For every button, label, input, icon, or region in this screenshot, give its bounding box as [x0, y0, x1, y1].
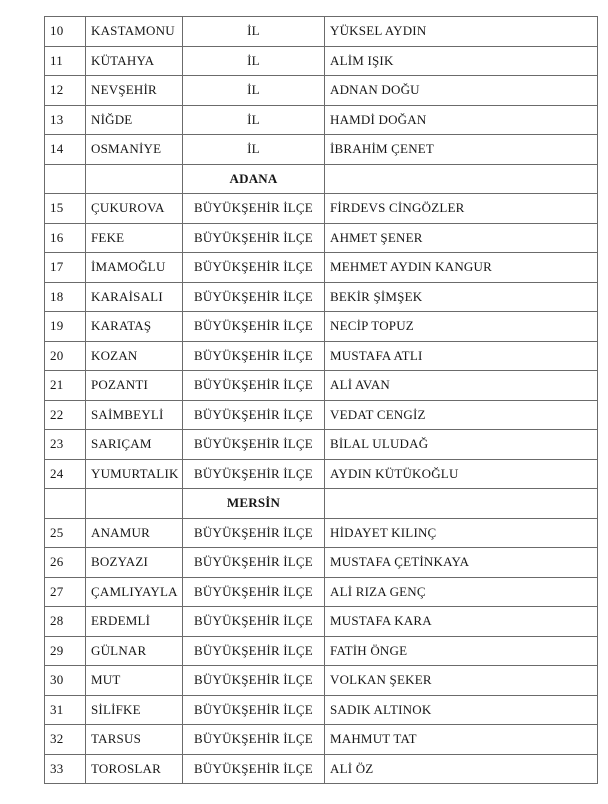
cell-row-number: 23 [45, 430, 86, 460]
cell-person-name: MUSTAFA KARA [325, 607, 598, 637]
cell-row-number: 26 [45, 548, 86, 578]
cell-row-number: 20 [45, 341, 86, 371]
cell-type: BÜYÜKŞEHİR İLÇE [183, 194, 325, 224]
empty-cell [325, 164, 598, 194]
cell-place: BOZYAZI [86, 548, 183, 578]
cell-type: İL [183, 46, 325, 76]
cell-row-number: 12 [45, 76, 86, 106]
cell-type: BÜYÜKŞEHİR İLÇE [183, 518, 325, 548]
table-row [45, 105, 598, 135]
cell-place: YUMURTALIK [86, 459, 183, 489]
cell-person-name: FATİH ÖNGE [325, 636, 598, 666]
cell-person-name: MEHMET AYDIN KANGUR [325, 253, 598, 283]
cell-place: ÇUKUROVA [86, 194, 183, 224]
table-row [45, 695, 598, 725]
cell-place: KASTAMONU [86, 17, 183, 47]
table-row [45, 666, 598, 696]
cell-person-name: ALİ RIZA GENÇ [325, 577, 598, 607]
table-row [45, 518, 598, 548]
cell-place: KARATAŞ [86, 312, 183, 342]
cell-row-number: 25 [45, 518, 86, 548]
table-row [45, 459, 598, 489]
table-row [45, 17, 598, 47]
cell-type: BÜYÜKŞEHİR İLÇE [183, 341, 325, 371]
table-row [45, 577, 598, 607]
cell-place: NİĞDE [86, 105, 183, 135]
cell-row-number: 14 [45, 135, 86, 165]
cell-row-number: 10 [45, 17, 86, 47]
table-row [45, 636, 598, 666]
cell-person-name: SADIK ALTINOK [325, 695, 598, 725]
cell-place: ÇAMLIYAYLA [86, 577, 183, 607]
cell-place: SİLİFKE [86, 695, 183, 725]
cell-type: BÜYÜKŞEHİR İLÇE [183, 371, 325, 401]
cell-row-number: 22 [45, 400, 86, 430]
cell-type: BÜYÜKŞEHİR İLÇE [183, 548, 325, 578]
cell-row-number: 28 [45, 607, 86, 637]
table-row [45, 371, 598, 401]
cell-person-name: MAHMUT TAT [325, 725, 598, 755]
table-row [45, 223, 598, 253]
cell-row-number: 13 [45, 105, 86, 135]
table-row [45, 253, 598, 283]
cell-person-name: FİRDEVS CİNGÖZLER [325, 194, 598, 224]
cell-person-name: AHMET ŞENER [325, 223, 598, 253]
cell-person-name: HAMDİ DOĞAN [325, 105, 598, 135]
cell-place: SAİMBEYLİ [86, 400, 183, 430]
cell-type: BÜYÜKŞEHİR İLÇE [183, 400, 325, 430]
table-row [45, 341, 598, 371]
section-row [45, 489, 598, 519]
cell-person-name: VOLKAN ŞEKER [325, 666, 598, 696]
cell-person-name: MUSTAFA ÇETİNKAYA [325, 548, 598, 578]
table-row [45, 754, 598, 784]
table-row [45, 400, 598, 430]
table-row [45, 282, 598, 312]
cell-type: BÜYÜKŞEHİR İLÇE [183, 607, 325, 637]
cell-row-number: 18 [45, 282, 86, 312]
cell-person-name: YÜKSEL AYDIN [325, 17, 598, 47]
table-row [45, 46, 598, 76]
cell-type: BÜYÜKŞEHİR İLÇE [183, 636, 325, 666]
table-row [45, 430, 598, 460]
cell-type: İL [183, 17, 325, 47]
cell-person-name: HİDAYET KILINÇ [325, 518, 598, 548]
cell-type: BÜYÜKŞEHİR İLÇE [183, 223, 325, 253]
cell-row-number: 33 [45, 754, 86, 784]
cell-row-number: 32 [45, 725, 86, 755]
cell-place: KARAİSALI [86, 282, 183, 312]
table-row [45, 194, 598, 224]
empty-cell [325, 489, 598, 519]
cell-type: BÜYÜKŞEHİR İLÇE [183, 312, 325, 342]
cell-person-name: VEDAT CENGİZ [325, 400, 598, 430]
cell-type: BÜYÜKŞEHİR İLÇE [183, 577, 325, 607]
cell-type: İL [183, 105, 325, 135]
cell-place: GÜLNAR [86, 636, 183, 666]
cell-row-number: 30 [45, 666, 86, 696]
cell-type: İL [183, 135, 325, 165]
cell-place: KÜTAHYA [86, 46, 183, 76]
cell-person-name: ALİ ÖZ [325, 754, 598, 784]
cell-row-number: 11 [45, 46, 86, 76]
cell-place: ERDEMLİ [86, 607, 183, 637]
cell-row-number: 17 [45, 253, 86, 283]
cell-row-number: 15 [45, 194, 86, 224]
cell-person-name: BİLAL ULUDAĞ [325, 430, 598, 460]
cell-place: SARIÇAM [86, 430, 183, 460]
cell-row-number: 31 [45, 695, 86, 725]
table-row [45, 312, 598, 342]
cell-person-name: BEKİR ŞİMŞEK [325, 282, 598, 312]
cell-place: KOZAN [86, 341, 183, 371]
cell-place: NEVŞEHİR [86, 76, 183, 106]
cell-type: BÜYÜKŞEHİR İLÇE [183, 725, 325, 755]
cell-place: İMAMOĞLU [86, 253, 183, 283]
cell-row-number: 29 [45, 636, 86, 666]
empty-cell [45, 164, 86, 194]
table-body [45, 17, 598, 784]
cell-type: İL [183, 76, 325, 106]
cell-type: BÜYÜKŞEHİR İLÇE [183, 253, 325, 283]
cell-person-name: AYDIN KÜTÜKOĞLU [325, 459, 598, 489]
cell-place: POZANTI [86, 371, 183, 401]
cell-type: BÜYÜKŞEHİR İLÇE [183, 459, 325, 489]
cell-person-name: ADNAN DOĞU [325, 76, 598, 106]
table-row [45, 725, 598, 755]
officials-table [44, 16, 598, 784]
cell-place: TOROSLAR [86, 754, 183, 784]
cell-row-number: 16 [45, 223, 86, 253]
cell-person-name: NECİP TOPUZ [325, 312, 598, 342]
cell-place: FEKE [86, 223, 183, 253]
cell-place: OSMANİYE [86, 135, 183, 165]
cell-person-name: MUSTAFA ATLI [325, 341, 598, 371]
cell-place: ANAMUR [86, 518, 183, 548]
cell-row-number: 27 [45, 577, 86, 607]
cell-person-name: İBRAHİM ÇENET [325, 135, 598, 165]
cell-type: BÜYÜKŞEHİR İLÇE [183, 695, 325, 725]
cell-row-number: 21 [45, 371, 86, 401]
empty-cell [86, 164, 183, 194]
table-row [45, 135, 598, 165]
cell-place: TARSUS [86, 725, 183, 755]
section-title: MERSİN [183, 489, 325, 519]
cell-row-number: 24 [45, 459, 86, 489]
table-row [45, 76, 598, 106]
cell-type: BÜYÜKŞEHİR İLÇE [183, 282, 325, 312]
cell-row-number: 19 [45, 312, 86, 342]
section-title: ADANA [183, 164, 325, 194]
cell-type: BÜYÜKŞEHİR İLÇE [183, 430, 325, 460]
empty-cell [45, 489, 86, 519]
cell-person-name: ALİ AVAN [325, 371, 598, 401]
cell-person-name: ALİM IŞIK [325, 46, 598, 76]
cell-place: MUT [86, 666, 183, 696]
empty-cell [86, 489, 183, 519]
cell-type: BÜYÜKŞEHİR İLÇE [183, 666, 325, 696]
cell-type: BÜYÜKŞEHİR İLÇE [183, 754, 325, 784]
table-row [45, 548, 598, 578]
table-row [45, 607, 598, 637]
section-row [45, 164, 598, 194]
